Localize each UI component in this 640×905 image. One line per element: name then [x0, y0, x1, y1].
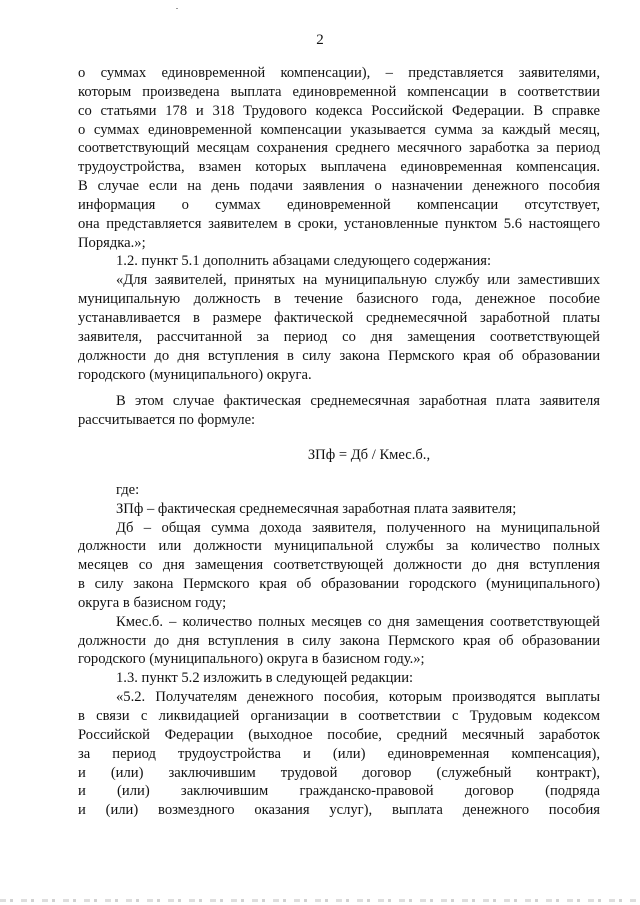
text-line: Порядка.»;: [78, 234, 146, 251]
formula-gap: [78, 465, 600, 481]
document-body: [78, 64, 600, 820]
text-line: соответствующий месяцам сохранения среднего месячного заработка за период: [78, 140, 600, 157]
text-line: В этом случае фактическая среднемесячная заработная плата заявителя: [116, 393, 600, 410]
text-line: «5.2. Получателям денежного пособия, которым производятся выплаты: [116, 689, 600, 706]
text-line: которым произведена выплата единовременной компенсации в соответствии: [78, 83, 600, 100]
scan-mark: [176, 8, 178, 9]
paragraph-gap: [78, 384, 600, 392]
text-line: городского (муниципального) округа в базисном году.»;: [78, 651, 425, 668]
text-line: должности до дня вступления в силу закона Пермского края об образовании: [78, 347, 600, 364]
formula-definition: Дб – общая сумма дохода заявителя, полученного на муниципальной: [116, 519, 600, 536]
formula-definition: Кмес.б. – количество полных месяцев со дня замещения соответствующей: [116, 613, 600, 630]
text-line: информация о суммах единовременной компенсации отсутствует,: [78, 196, 600, 213]
text-line: в силу закона Пермского края об образовании городского (муниципального): [78, 576, 600, 593]
text-line: со статьями 178 и 318 Трудового кодекса Российской Федерации. В справке: [78, 102, 600, 119]
text-line: В случае если на день подачи заявления о назначении денежного пособия: [78, 178, 600, 195]
text-line: Российской Федерации (выходное пособие, средний месячный заработок: [78, 726, 600, 743]
amendment-item-1-3: 1.3. пункт 5.2 изложить в следующей редакции:: [116, 670, 414, 687]
formula-definition: ЗПф – фактическая среднемесячная заработная плата заявителя;: [116, 500, 517, 517]
text-line: она представляется заявителем в сроки, установленные пунктом 5.6 настоящего: [78, 215, 600, 232]
scan-bottom-edge: [0, 899, 640, 902]
text-line: в связи с ликвидацией организации в соответствии с Трудовым кодексом: [78, 708, 600, 724]
formula-where-label: где:: [116, 481, 140, 498]
text-line: о суммах единовременной компенсации указывается сумма за каждый месяц,: [78, 121, 600, 138]
amendment-item-1-2: 1.2. пункт 5.1 дополнить абзацами следующего содержания:: [116, 253, 492, 270]
text-line: должности или должности муниципальной службы за количество полных: [78, 538, 600, 555]
text-line: и (или) заключившим гражданско-правовой договор (подряда: [78, 783, 600, 800]
text-line: должности до дня вступления в силу закона Пермского края об образовании: [78, 632, 600, 649]
text-line: «Для заявителей, принятых на муниципальную службу или заместивших: [116, 272, 600, 289]
text-line: заявителя, рассчитанной за период со дня замещения соответствующей: [78, 328, 600, 345]
text-line: городского (муниципального) округа.: [78, 366, 312, 383]
text-line: о суммах единовременной компенсации), – представляется заявителями,: [78, 65, 600, 81]
text-line: и (или) возмездного оказания услуг), выплата денежного пособия: [78, 802, 600, 819]
text-line: за период трудоустройства и (или) единовременная компенсация),: [78, 745, 600, 762]
text-line: и (или) заключившим трудовой договор (служебный контракт),: [78, 764, 600, 781]
text-line: устанавливается в размере фактической среднемесячной заработной платы: [78, 309, 600, 326]
page-number: 2: [316, 32, 324, 48]
formula-gap: [78, 430, 600, 446]
text-line: округа в базисном году;: [78, 594, 227, 611]
text-line: муниципальную должность в течение базисного года, денежное пособие: [78, 291, 600, 308]
text-line: рассчитывается по формуле:: [78, 412, 256, 429]
salary-formula: ЗПф = Дб / Кмес.б.,: [307, 447, 431, 464]
text-line: трудоустройства, взамен которых выплачена единовременная компенсация.: [78, 159, 600, 176]
text-line: месяцев со дня замещения соответствующей должности до дня вступления: [78, 557, 600, 574]
